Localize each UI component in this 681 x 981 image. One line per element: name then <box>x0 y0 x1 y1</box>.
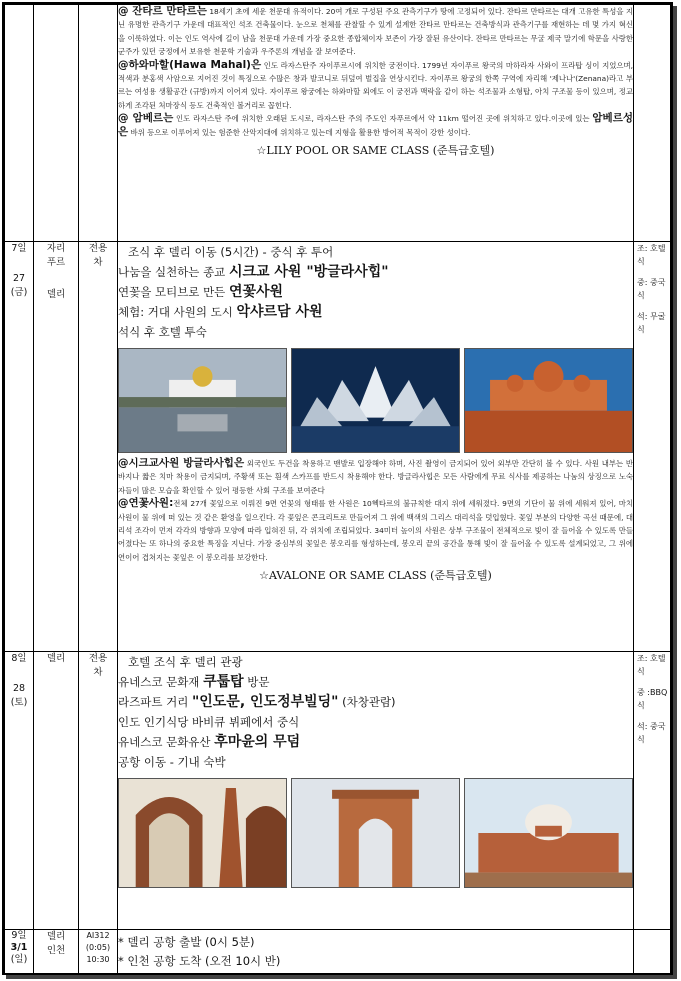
program-line: 라즈파트 거리 "인도문, 인도정부빌딩" (차창관람) <box>118 694 396 710</box>
program-line: 인도 인기식당 바비큐 뷔페에서 중식 <box>118 715 300 729</box>
amber-fort: 암베르성은 <box>118 112 633 138</box>
day-cell-8 <box>5 652 34 930</box>
day-cell-7 <box>5 242 34 652</box>
program-line: 유네스코 문화유산 후마윤의 무덤 <box>118 734 301 750</box>
meal-lunch: 중 :BBQ식 <box>637 688 668 710</box>
day-label: 7일 <box>11 243 27 254</box>
row-day-8 <box>5 652 671 930</box>
meal-dinner: 석: 중국식 <box>637 722 666 744</box>
flight-arrival: 10:30 <box>86 955 110 964</box>
transport-cell-7 <box>79 242 118 652</box>
city-label: 델리 <box>46 289 66 300</box>
meal-breakfast: 조: 호텔식 <box>637 244 666 266</box>
lotus-text: 전체 27개 꽃잎으로 이뤄진 9면 연꽃의 형태를 한 사원은 10헥타르의 불규칙한 대지 위에 세워졌다. 9면의 기단이 물 위에 세워져 있어, 마치 사원이 물 위에 떠 있는 것 같은 환영을 일으킨다. 각 꽃잎은 콘크리트로 만들어져 그 위에 백색의 그리스 대리석을 덧입혔다. 꽃잎 부분의 다양한 곡선 때문에, 대리석 조각이 먼저 각각의 방향과 모양에 따라 입혀진 뒤, 각 위치에 조립되었다. 34미터 높이의 사원은 상부 구조물이 전체적으로 빛이 잘 들어올 수 있도록 만들어졌다는 또 하나의 중요한 특징을 지닌다. 가장 중심부의 꽃잎은 봉오리를 형성하는데, 봉오리 끝의 공간을 통해 빛이 잘 들어올 수 있도록 설계되었고, 그 위에 연이어 겹쳐지는 꽃잎은 이 봉오리를 보강한다. <box>118 499 633 562</box>
hotel-line-jaipur: ☆LILY POOL OR SAME CLASS (준특급호텔) <box>256 144 495 158</box>
program-line: 체험: 거대 사원의 도시 악샤르담 사원 <box>118 304 323 320</box>
program-item: * 인천 공항 도착 (오전 10시 반) <box>118 953 281 968</box>
meal-cell-8 <box>634 652 671 930</box>
dow-label: (금) <box>10 287 28 298</box>
india-gate-photo <box>291 778 460 888</box>
transport-label: 전용차 <box>88 653 108 678</box>
qutub-minar-photo <box>118 778 287 888</box>
program-line: 석식 후 호텔 투숙 <box>118 325 207 339</box>
hawa-paragraph <box>118 59 633 113</box>
transport-cell-8 <box>79 652 118 930</box>
meal-dinner: 석: 무굴식 <box>637 312 666 334</box>
city-label: 인천 <box>46 945 66 956</box>
program-line: 유네스코 문화재 쿠툽탑 방문 <box>118 674 270 690</box>
meal-cell-empty <box>634 5 671 242</box>
city-label: 자리푸르 <box>46 243 66 268</box>
amber-paragraph <box>118 112 633 139</box>
city-label: 델리 <box>46 931 66 942</box>
itinerary-frame <box>2 2 673 975</box>
lotus-paragraph <box>118 497 633 564</box>
city-cell-8 <box>34 652 79 930</box>
humayun-tomb-photo <box>464 778 633 888</box>
city-cell-7 <box>34 242 79 652</box>
transport-cell-empty <box>79 5 118 242</box>
jaipur-description <box>118 5 634 242</box>
itinerary-table <box>4 4 671 974</box>
program-item: * 델리 공항 출발 (0시 5분) <box>118 934 255 949</box>
date-label: 3/1 <box>10 942 28 953</box>
day9-program <box>118 930 634 974</box>
day-label: 8일 <box>11 653 27 664</box>
lotus-temple-photo <box>291 348 460 453</box>
row-day-7 <box>5 242 671 652</box>
program-line: 연꽃을 모티브로 만든 연꽃사원 <box>118 284 284 300</box>
amber-title: @ 암베르는 <box>118 112 174 125</box>
program-line: 공항 이동 - 기내 숙박 <box>118 755 226 769</box>
lotus-title: @연꽃사원: <box>118 497 174 510</box>
city-cell-9 <box>34 930 79 974</box>
jantar-paragraph <box>118 5 633 59</box>
akshardham-photo <box>464 348 633 453</box>
row-jaipur-details <box>5 5 671 242</box>
sikh-title: @시크교사원 방글라사힙은 <box>118 457 245 469</box>
flight-departure: (0:05) <box>85 943 111 952</box>
date-label: 28 <box>12 683 26 694</box>
day8-photos <box>118 778 633 888</box>
hawa-text: 인도 라자스탄주 자이푸르시에 위치한 궁전이다. 1799년 자이푸르 왕국의 마하라자 사와이 프라탑 싱이 지었으며, 적색과 분홍색 사암으로 지어진 것이 특징으로 수많은 창과 발코니로 뒤덮여 벌집을 연상시킨다. 자이푸르 왕궁의 한쪽 구역에 자리해 '제나나'(Zenana)라고 부르는 여성용 생활공간 (규방)까지 이어져 있다. 자이푸르 왕궁에는 하와마할 외에도 이 궁전과 맥락을 같이 하는 석조물과 소형탑, 아치 구조물 등이 있으며, 정교하게 조각된 처마장식 등도 건축적인 볼거리로 꼽힌다. <box>118 60 633 110</box>
meal-breakfast: 조: 호텔식 <box>637 654 666 676</box>
row-day-9 <box>5 930 671 974</box>
amber-text-2: 바위 등으로 이루어져 있는 험준한 산악지대에 위치하고 있는데 지형을 활용한 방어적 목적이 강한 성이다. <box>130 127 471 137</box>
day8-program <box>118 652 634 930</box>
meal-lunch: 중: 중국식 <box>637 278 666 300</box>
date-label: 27 <box>12 273 26 284</box>
flight-number: AI312 <box>86 931 110 940</box>
hawa-title: @하와마할(Hawa Mahal)은 <box>118 58 262 71</box>
sikh-paragraph <box>118 457 633 497</box>
city-label: 델리 <box>46 653 66 664</box>
dow-label: (토) <box>10 697 28 708</box>
jantar-text: 18세기 초에 세운 천문대 유적이다. 20여 개로 구성된 주요 관측기구가 땅에 고정되어 있다. 잔타르 만타르는 대개 고유한 특성을 지닌 유명한 관측기구 가운데 대표적인 석조 건축물이다. 눈으로 천체를 관찰할 수 있게 설계한 잔타르 만타르는 건축방식과 관측기구를 재현하는 데 몇 가지 혁신을 이룩하였다. 이는 인도 역사에 길이 남을 천문대 가운데 가장 중요한 종합체이자 보존이 가장 잘된 유산이다. 잔타르 만타르는 무굴 제국 말기에 학문을 사랑한 군주가 있던 궁정에서 보유한 천문학 기술과 우주론의 개념을 잘 보여준다. <box>118 7 633 57</box>
program-line: 나눔을 실천하는 종교 시크교 사원 "방글라사힙" <box>118 264 389 280</box>
city-cell-empty <box>34 5 79 242</box>
sikh-text: 외국인도 두건을 착용하고 맨발로 입장해야 하며, 사진 촬영이 금지되어 있어 외부만 간단히 볼 수 있다. 사원 내부는 반바지나 짧은 치마 착용이 금지되며, 주황색 또는 흰색 스카프를 반드시 착용해야 한다. 방글라사힙은 모든 사람에게 무료 식사를 제공하는 나눔의 상징으로 노숙자들이 많은 모습을 확인할 수 있어 평등한 사회 구조를 보여준다 <box>118 459 633 495</box>
program-line: 호텔 조식 후 델리 관광 <box>128 655 243 669</box>
program-line: 조식 후 델리 이동 (5시간) - 중식 후 투어 <box>128 245 334 259</box>
day-label: 9일 <box>11 930 27 941</box>
transport-label: 전용차 <box>88 243 108 268</box>
jantar-title: @ 잔타르 만타르는 <box>118 5 207 17</box>
flight-cell-9 <box>79 930 118 974</box>
dow-label: (일) <box>10 954 28 965</box>
sikh-temple-photo <box>118 348 287 453</box>
amber-text: 인도 라자스탄 주에 위치한 오래된 도시로, 라자스탄 주의 주도인 자푸르에서 약 11km 떨어진 곳에 위치하고 있다.이곳에 있는 <box>176 114 590 124</box>
day-cell-empty <box>5 5 34 242</box>
hotel-line-delhi: ☆AVALONE OR SAME CLASS (준특급호텔) <box>259 569 492 583</box>
meal-cell-7 <box>634 242 671 652</box>
day7-photos <box>118 348 633 453</box>
meal-cell-empty <box>634 930 671 974</box>
day-cell-9 <box>5 930 34 974</box>
day7-program <box>118 242 634 652</box>
